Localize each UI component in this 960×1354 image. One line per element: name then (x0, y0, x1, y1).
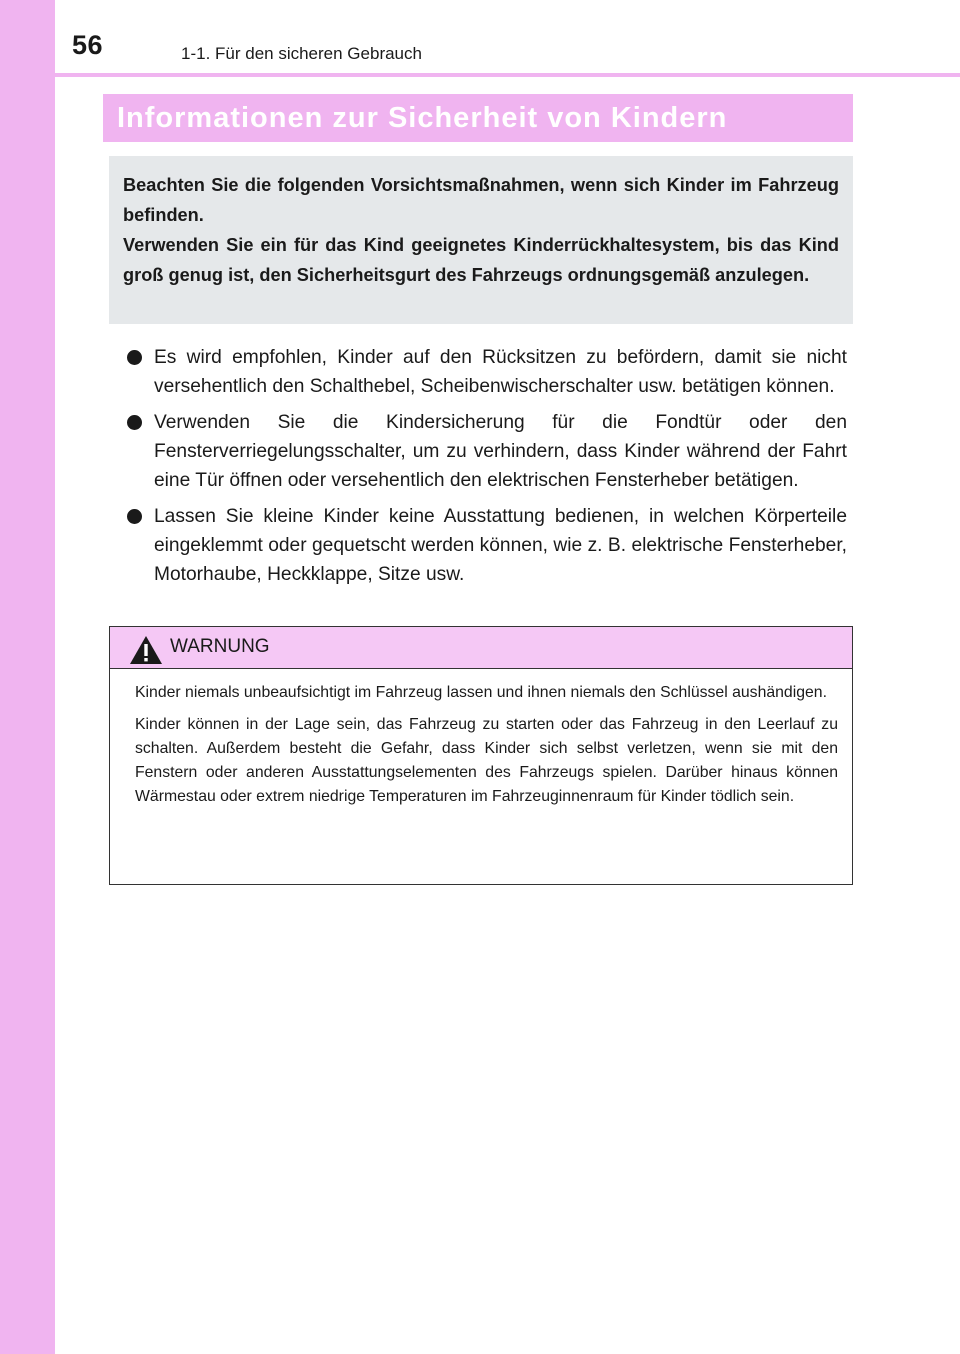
list-item (127, 502, 847, 589)
intro-paragraph: Verwenden Sie ein für das Kind geeignetes Kinderrückhaltesystem, bis das Kind groß genug ist, den Sicherheitsgurt des Fahrzeugs ordnungsgemäß anzulegen. (123, 235, 839, 285)
list-item-text: Verwenden Sie die Kindersicherung für die Fondtür oder den Fensterverriegelungsschalter, um zu verhindern, dass Kinder während der Fahrt eine Tür öffnen oder versehentlich den elektrischen Fensterheber betätigen. (154, 412, 847, 491)
title-bar (103, 94, 853, 142)
warning-triangle-icon (129, 635, 163, 665)
bullet-icon (127, 415, 142, 430)
bullet-icon (127, 509, 142, 524)
warning-box (109, 626, 853, 885)
list-item-text: Es wird empfohlen, Kinder auf den Rücksitzen zu befördern, damit sie nicht versehentlich den Schalthebel, Scheibenwischerschalter usw. betätigen können. (154, 347, 847, 397)
bullet-list (127, 343, 847, 596)
side-color-strip (0, 0, 55, 1354)
list-item (127, 408, 847, 495)
page-title: Informationen zur Sicherheit von Kindern (117, 102, 728, 134)
warning-header (110, 627, 852, 669)
warning-label: WARNUNG (170, 636, 270, 657)
list-item-text: Lassen Sie kleine Kinder keine Ausstattung bedienen, in welchen Körperteile eingeklemmt oder gequetscht werden können, wie z. B. elektrische Fensterheber, Motorhaube, Heckklappe, Sitze usw. (154, 506, 847, 585)
bullet-icon (127, 350, 142, 365)
section-header: 1-1. Für den sicheren Gebrauch (181, 44, 422, 63)
warning-paragraph: Kinder können in der Lage sein, das Fahrzeug zu starten oder das Fahrzeug in den Leerlauf zu schalten. Außerdem besteht die Gefahr, dass Kinder sich selbst verletzen, wenn sie mit den Fenstern oder anderen Ausstattungselementen des Fahrzeugs spielen. Darüber hinaus können Wärmestau oder extrem niedrige Temperaturen im Fahrzeuginnenraum für Kinder tödlich sein. (135, 716, 838, 805)
page-number: 56 (72, 30, 104, 60)
warning-paragraph: Kinder niemals unbeaufsichtigt im Fahrzeug lassen und ihnen niemals den Schlüssel aushändigen. (135, 684, 827, 701)
intro-paragraph: Beachten Sie die folgenden Vorsichtsmaßnahmen, wenn sich Kinder im Fahrzeug befinden. (123, 175, 839, 225)
intro-box (109, 156, 853, 324)
header-divider (55, 73, 960, 77)
warning-body (110, 669, 852, 809)
list-item (127, 343, 847, 401)
